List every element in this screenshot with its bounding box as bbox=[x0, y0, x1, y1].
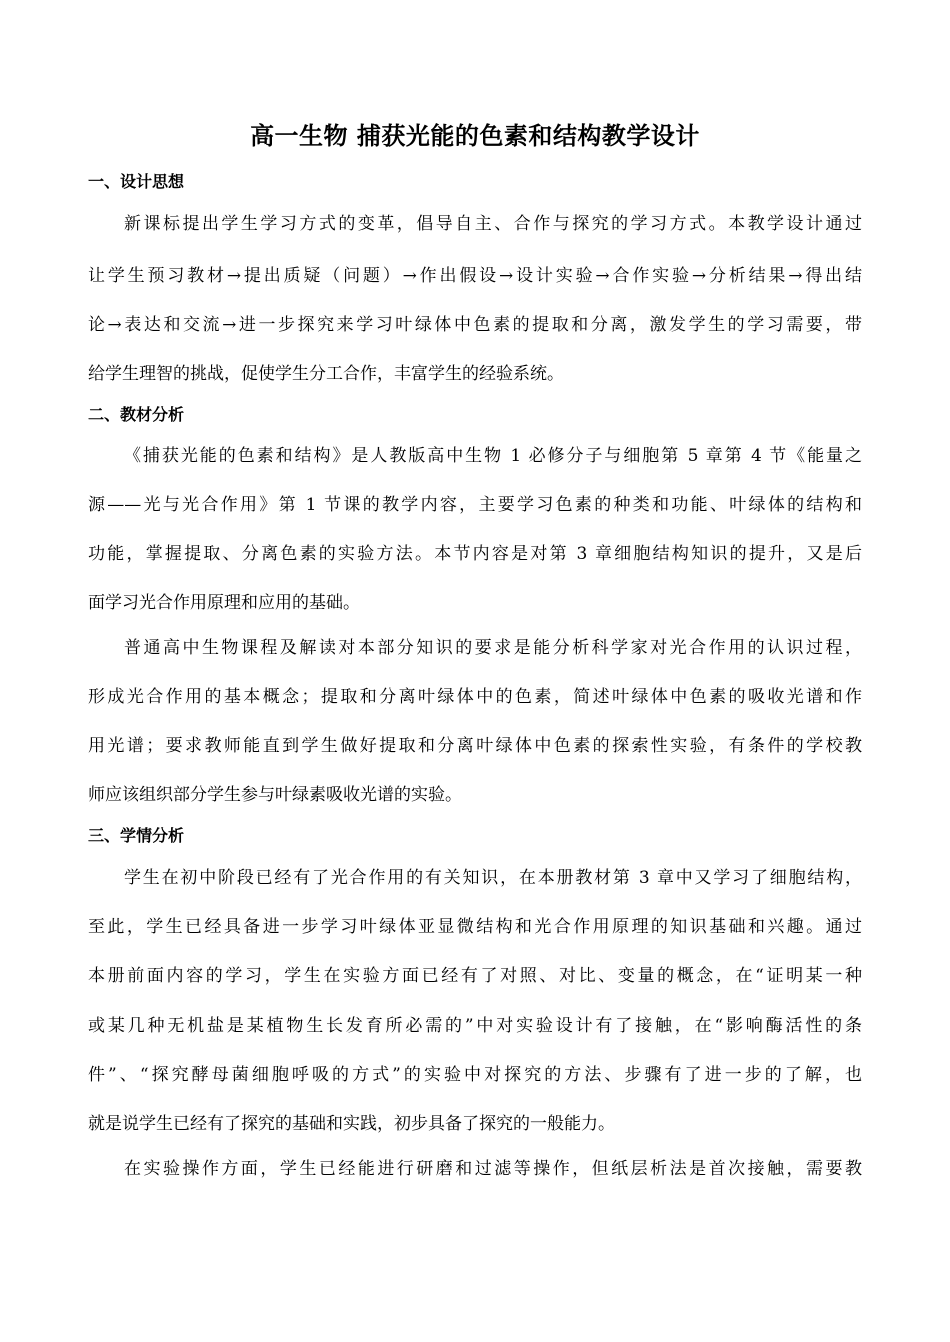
paragraph-line: 就是说学生已经有了探究的基础和实践，初步具备了探究的一般能力。 bbox=[88, 1114, 615, 1134]
paragraph-line: 论→表达和交流→进一步探究来学习叶绿体中色素的提取和分离，激发学生的学习需要，带 bbox=[88, 315, 862, 335]
paragraph-line: 用光谱；要求教师能直到学生做好提取和分离叶绿体中色素的探索性实验，有条件的学校教 bbox=[88, 736, 862, 756]
paragraph-line: 普通高中生物课程及解读对本部分知识的要求是能分析科学家对光合作用的认识过程， bbox=[124, 638, 862, 658]
paragraph-line: 源——光与光合作用》第 1 节课的教学内容，主要学习色素的种类和功能、叶绿体的结构和 bbox=[88, 495, 862, 515]
paragraph-line: 让学生预习教材→提出质疑（问题）→作出假设→设计实验→合作实验→分析结果→得出结 bbox=[88, 266, 862, 286]
paragraph-line: 形成光合作用的基本概念；提取和分离叶绿体中的色素，简述叶绿体中色素的吸收光谱和作 bbox=[88, 687, 862, 707]
paragraph-line: 本册前面内容的学习，学生在实验方面已经有了对照、对比、变量的概念，在“证明某一种 bbox=[88, 966, 862, 986]
paragraph-line: 面学习光合作用原理和应用的基础。 bbox=[88, 593, 360, 613]
paragraph-line: 给学生理智的挑战，促使学生分工合作，丰富学生的经验系统。 bbox=[88, 364, 564, 384]
section-heading-textbook-analysis: 二、教材分析 bbox=[88, 405, 185, 424]
paragraph-line: 件”、“探究酵母菌细胞呼吸的方式”的实验中对探究的方法、步骤有了进一步的了解，也 bbox=[88, 1065, 862, 1085]
section-heading-design-idea: 一、设计思想 bbox=[88, 172, 185, 191]
paragraph-line: 学生在初中阶段已经有了光合作用的有关知识，在本册教材第 3 章中又学习了细胞结构， bbox=[124, 868, 862, 888]
paragraph-line: 或某几种无机盐是某植物生长发育所必需的”中对实验设计有了接触，在“影响酶活性的条 bbox=[88, 1016, 862, 1036]
paragraph-line: 功能，掌握提取、分离色素的实验方法。本节内容是对第 3 章细胞结构知识的提升，又是后 bbox=[88, 544, 862, 564]
paragraph-line: 在实验操作方面，学生已经能进行研磨和过滤等操作，但纸层析法是首次接触，需要教 bbox=[124, 1159, 862, 1179]
paragraph-line: 新课标提出学生学习方式的变革，倡导自主、合作与探究的学习方式。本教学设计通过 bbox=[124, 214, 862, 234]
paragraph-line: 《捕获光能的色素和结构》是人教版高中生物 1 必修分子与细胞第 5 章第 4 节《能量之 bbox=[124, 446, 862, 466]
paragraph-line: 至此，学生已经具备进一步学习叶绿体亚显微结构和光合作用原理的知识基础和兴趣。通过 bbox=[88, 917, 862, 937]
paragraph-line: 师应该组织部分学生参与叶绿素吸收光谱的实验。 bbox=[88, 785, 462, 805]
section-heading-learner-analysis: 三、学情分析 bbox=[88, 826, 185, 845]
document-title: 高一生物 捕获光能的色素和结构教学设计 bbox=[250, 121, 700, 150]
